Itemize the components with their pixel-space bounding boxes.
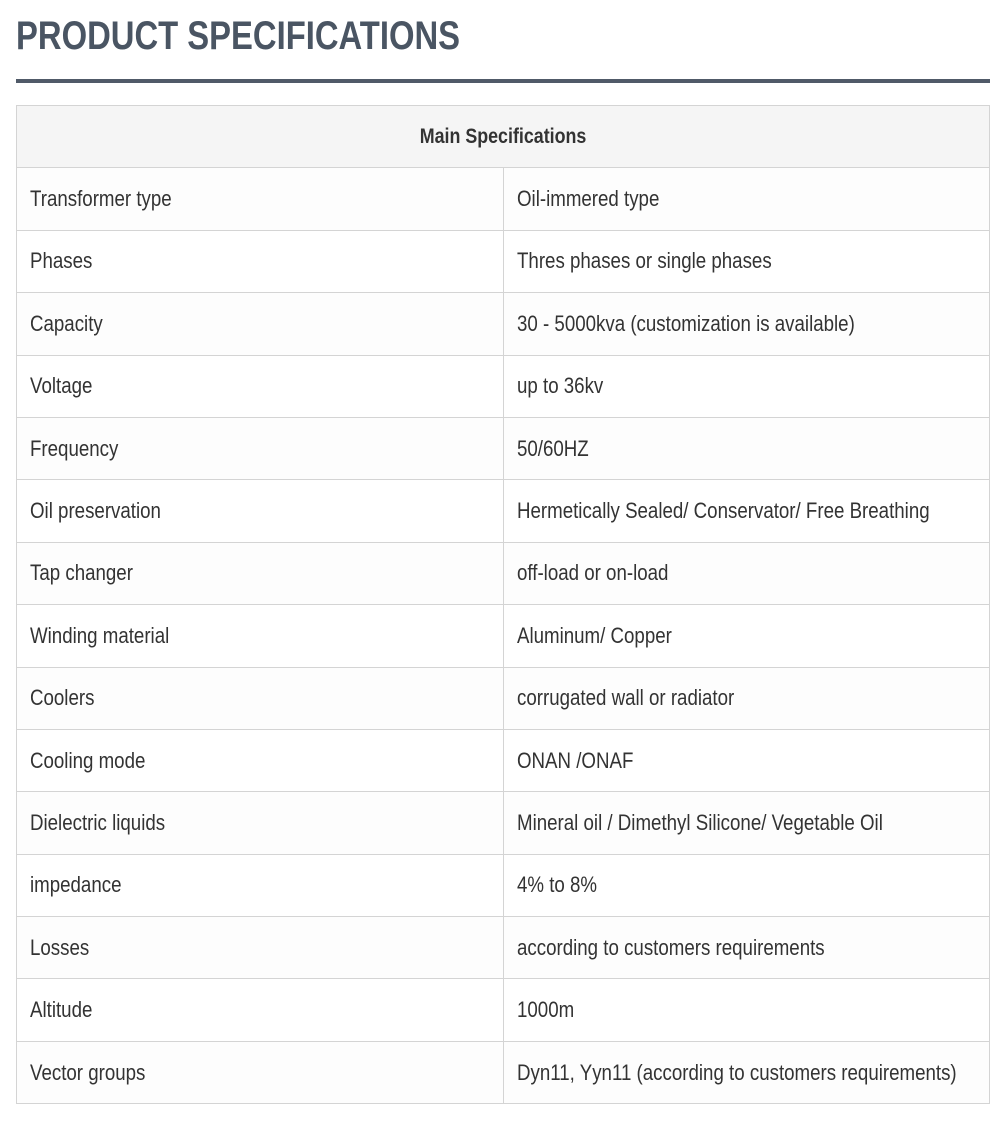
spec-label-cell	[17, 917, 504, 979]
spec-label: Cooling mode	[30, 747, 146, 773]
spec-label-cell	[17, 1041, 504, 1103]
table-row	[17, 542, 990, 604]
spec-value: Mineral oil / Dimethyl Silicone/ Vegetable Oil	[516, 809, 883, 835]
spec-label-cell	[17, 417, 504, 479]
spec-value: corrugated wall or radiator	[516, 685, 734, 711]
spec-label-cell	[17, 854, 504, 916]
spec-value-cell	[503, 1041, 990, 1103]
spec-value-cell	[503, 417, 990, 479]
specifications-table	[16, 105, 990, 1104]
spec-label: Phases	[30, 248, 93, 274]
spec-label: Winding material	[30, 622, 170, 648]
spec-value-cell	[503, 293, 990, 355]
spec-value-cell	[503, 854, 990, 916]
table-row	[17, 355, 990, 417]
table-row	[17, 168, 990, 230]
spec-value: 4% to 8%	[516, 872, 597, 898]
spec-value: up to 36kv	[516, 373, 603, 399]
page-title: PRODUCT SPECIFICATIONS	[16, 14, 461, 58]
spec-value-cell	[503, 355, 990, 417]
spec-label-cell	[17, 230, 504, 292]
spec-value-cell	[503, 605, 990, 667]
spec-value-cell	[503, 168, 990, 230]
table-header-row	[17, 106, 990, 168]
spec-label-cell	[17, 605, 504, 667]
table-row	[17, 854, 990, 916]
spec-label: Altitude	[30, 997, 93, 1023]
spec-label: Oil preservation	[30, 498, 161, 524]
spec-value-cell	[503, 979, 990, 1041]
spec-value: off-load or on-load	[516, 560, 668, 586]
spec-label: Losses	[30, 934, 90, 960]
table-row	[17, 417, 990, 479]
spec-label: Capacity	[30, 310, 103, 336]
spec-label: Frequency	[30, 435, 119, 461]
table-row	[17, 979, 990, 1041]
spec-label-cell	[17, 667, 504, 729]
table-row	[17, 667, 990, 729]
table-row	[17, 480, 990, 542]
spec-label-cell	[17, 729, 504, 791]
spec-value: according to customers requirements	[516, 934, 825, 960]
table-row	[17, 917, 990, 979]
spec-value-cell	[503, 480, 990, 542]
spec-value-cell	[503, 542, 990, 604]
spec-label-cell	[17, 792, 504, 854]
spec-label-cell	[17, 355, 504, 417]
spec-value-cell	[503, 792, 990, 854]
spec-value-cell	[503, 667, 990, 729]
spec-value: ONAN /ONAF	[516, 747, 633, 773]
spec-value-cell	[503, 729, 990, 791]
spec-label-cell	[17, 979, 504, 1041]
table-row	[17, 605, 990, 667]
spec-value: Dyn11, Yyn11 (according to customers requirements)	[516, 1059, 957, 1085]
spec-label: Voltage	[30, 373, 93, 399]
spec-label: Coolers	[30, 685, 95, 711]
spec-value: 50/60HZ	[516, 435, 589, 461]
title-divider	[16, 79, 990, 83]
spec-label-cell	[17, 480, 504, 542]
spec-value: 1000m	[516, 997, 574, 1023]
table-row	[17, 230, 990, 292]
spec-value-cell	[503, 917, 990, 979]
table-row	[17, 792, 990, 854]
table-row	[17, 729, 990, 791]
table-row	[17, 1041, 990, 1103]
spec-label: Vector groups	[30, 1059, 146, 1085]
spec-label: Dielectric liquids	[30, 809, 166, 835]
spec-label: Transformer type	[30, 186, 172, 212]
spec-value: 30 - 5000kva (customization is available)	[516, 310, 855, 336]
spec-value: Thres phases or single phases	[516, 248, 772, 274]
table-header	[17, 106, 990, 168]
spec-label-cell	[17, 542, 504, 604]
spec-label: Tap changer	[30, 560, 133, 586]
spec-label-cell	[17, 168, 504, 230]
table-header-label: Main Specifications	[419, 124, 587, 148]
spec-value: Hermetically Sealed/ Conservator/ Free Breathing	[516, 498, 930, 524]
spec-label-cell	[17, 293, 504, 355]
table-row	[17, 293, 990, 355]
spec-label: impedance	[30, 872, 122, 898]
spec-value: Oil-immered type	[516, 186, 659, 212]
spec-value-cell	[503, 230, 990, 292]
spec-value: Aluminum/ Copper	[516, 622, 672, 648]
